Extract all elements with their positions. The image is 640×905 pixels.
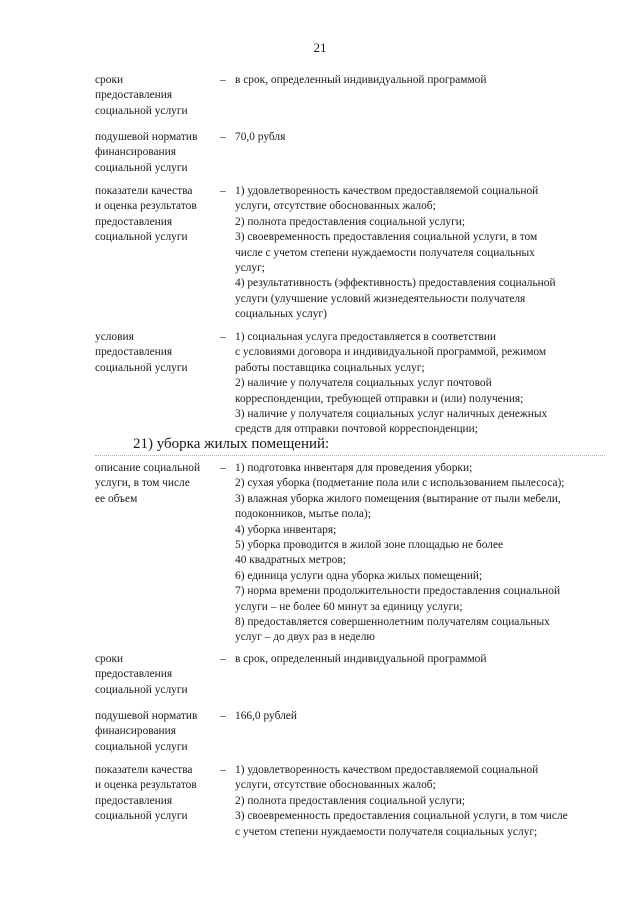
row-label — [95, 709, 215, 755]
value-line: 1) удовлетворенность качеством предоставляемой социальной — [235, 764, 539, 776]
row-value — [235, 330, 607, 438]
value-line: 3) наличие у получателя социальных услуг наличных денежных — [235, 408, 548, 421]
heading-divider — [95, 455, 605, 456]
label-line: показатели качества — [95, 764, 193, 776]
label-line: предоставления — [95, 794, 173, 807]
label-line: финансирования — [95, 146, 176, 159]
value-line: 6) единица услуги одна уборка жилых помещений; — [235, 569, 483, 582]
label-line: услуги, в том числе — [95, 477, 190, 490]
label-line: и оценка результатов — [95, 200, 197, 213]
page-number: 21 — [313, 40, 327, 55]
row-label — [95, 184, 215, 246]
value-line: 2) сухая уборка (подметание пола или с использованием пылесоса); — [235, 477, 565, 490]
value-line: 8) предоставляется совершеннолетним получателям социальных — [235, 616, 550, 629]
label-line: сроки — [95, 74, 124, 86]
value-line: 1) удовлетворенность качеством предоставляемой социальной — [235, 185, 539, 197]
value-line: услуг – до двух раз в неделю — [235, 631, 375, 644]
value-line: 40 квадратных метров; — [235, 554, 346, 567]
value-line: подоконников, мытье пола); — [235, 508, 371, 521]
value-line: в срок, определенный индивидуальной программой — [235, 74, 487, 86]
row-value — [235, 652, 607, 667]
value-line: услуги (улучшение условий жизнедеятельности получателя — [235, 292, 526, 305]
value-line: социальных услуг) — [235, 308, 327, 321]
value-line: в срок, определенный индивидуальной программой — [235, 653, 487, 665]
label-line: описание социальной — [95, 462, 201, 474]
value-line: 3) влажная уборка жилого помещения (вытирание от пыли мебели, — [235, 492, 561, 505]
row-dash: – — [220, 185, 226, 197]
value-line: числе с учетом степени нуждаемости получателя социальных — [235, 246, 535, 259]
row-label — [95, 330, 215, 376]
row-value — [235, 461, 607, 646]
value-line: 4) уборка инвентаря; — [235, 523, 337, 536]
row-value — [235, 73, 607, 88]
row-label — [95, 73, 215, 119]
label-line: предоставления — [95, 668, 173, 681]
row-dash: – — [220, 764, 226, 776]
row-label — [95, 652, 215, 698]
value-line: 166,0 рублей — [235, 710, 297, 722]
label-line: социальной услуги — [95, 683, 188, 696]
row-label — [95, 461, 215, 507]
value-line: с учетом степени нуждаемости получателя социальных услуг; — [235, 825, 538, 838]
label-line: социальной услуги — [95, 231, 188, 244]
value-line: 3) своевременность предоставления социальной услуги, в том — [235, 231, 538, 244]
value-line: 2) наличие у получателя социальных услуг почтовой — [235, 377, 492, 390]
row-value — [235, 709, 607, 724]
value-line: 1) подготовка инвентаря для проведения уборки; — [235, 462, 473, 474]
label-line: предоставления — [95, 346, 173, 359]
label-line: социальной услуги — [95, 104, 188, 117]
row-label — [95, 130, 215, 176]
section-heading: 21) уборка жилых помещений: — [133, 436, 330, 452]
label-line: социальной услуги — [95, 161, 188, 174]
label-line: предоставления — [95, 89, 173, 102]
value-line: корреспонденции, требующей отправки и (или) получения; — [235, 392, 524, 405]
row-label — [95, 763, 215, 825]
value-line: 5) уборка проводится в жилой зоне площадью не более — [235, 539, 504, 552]
label-line: подушевой норматив — [95, 710, 198, 722]
label-line: подушевой норматив — [95, 131, 198, 143]
row-dash: – — [220, 653, 226, 665]
value-line: 7) норма времени продолжительности предоставления социальной — [235, 585, 561, 598]
value-line: 70,0 рубля — [235, 131, 286, 143]
value-line: услуги – не более 60 минут за единицу услуги; — [235, 600, 463, 613]
value-line: 2) полнота предоставления социальной услуги; — [235, 215, 466, 228]
value-line: 1) социальная услуга предоставляется в соответствии — [235, 331, 497, 343]
row-dash: – — [220, 710, 226, 722]
label-line: ее объем — [95, 492, 138, 505]
value-line: 2) полнота предоставления социальной услуги; — [235, 794, 466, 807]
value-line: 4) результативность (эффективность) предоставления социальной — [235, 277, 556, 290]
value-line: с условиями договора и индивидуальной программой, режимом — [235, 346, 547, 359]
label-line: социальной услуги — [95, 740, 188, 753]
row-dash: – — [220, 131, 226, 143]
label-line: показатели качества — [95, 185, 193, 197]
label-line: социальной услуги — [95, 361, 188, 374]
row-dash: – — [220, 462, 226, 474]
row-dash: – — [220, 74, 226, 86]
value-line: услуги, отсутствие обоснованных жалоб; — [235, 200, 436, 213]
label-line: социальной услуги — [95, 810, 188, 823]
label-line: сроки — [95, 653, 124, 665]
value-line: услуг; — [235, 262, 265, 275]
row-value — [235, 184, 607, 323]
label-line: и оценка результатов — [95, 779, 197, 792]
label-line: условия — [95, 331, 134, 343]
value-line: 3) своевременность предоставления социальной услуги, в том числе — [235, 810, 568, 823]
label-line: предоставления — [95, 215, 173, 228]
value-line: средств для отправки почтовой корреспонденции; — [235, 423, 478, 436]
label-line: финансирования — [95, 725, 176, 738]
row-value — [235, 130, 607, 145]
row-value — [235, 763, 607, 840]
value-line: услуги, отсутствие обоснованных жалоб; — [235, 779, 436, 792]
value-line: работы поставщика социальных услуг; — [235, 361, 425, 374]
row-dash: – — [220, 331, 226, 343]
